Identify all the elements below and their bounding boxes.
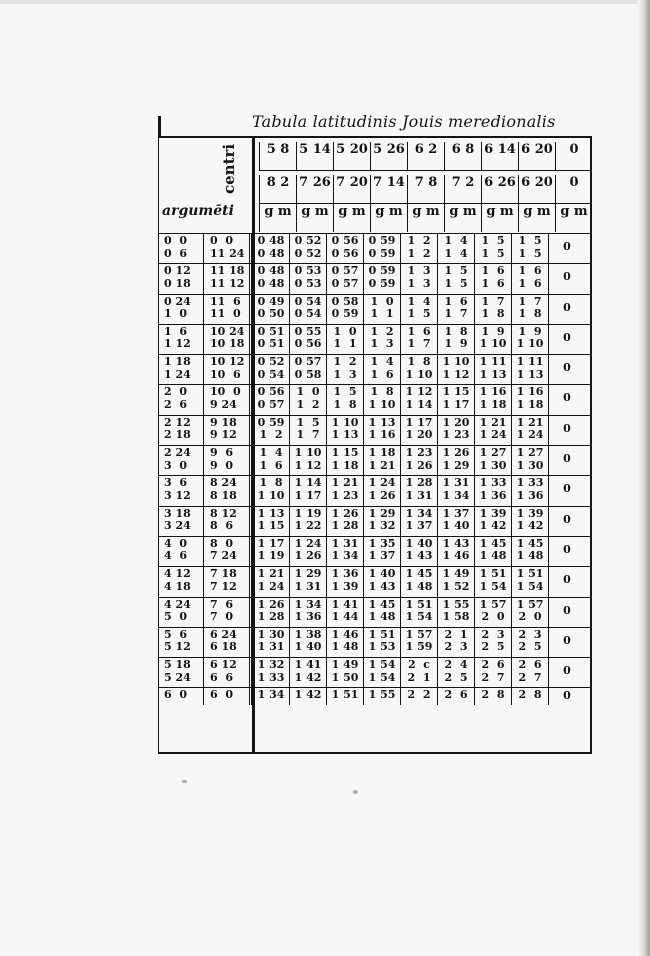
- value-cell: 1 57 2 0: [511, 598, 548, 627]
- value-cell: 0 54 0 54: [289, 295, 326, 324]
- value-cell: 1 16 1 18: [474, 385, 511, 414]
- header-cell: 6 26: [481, 175, 518, 203]
- table-row: [158, 354, 592, 384]
- table-row: [158, 445, 592, 475]
- value-cell: 1 26 1 29: [437, 446, 474, 475]
- value-cell: 1 17 1 19: [252, 537, 289, 566]
- value-cell: 1 6 1 6: [511, 264, 548, 293]
- value-cell: 1 27 1 30: [511, 446, 548, 475]
- value-cell: 1 45 1 48: [474, 537, 511, 566]
- value-cell: 1 42: [289, 688, 326, 705]
- value-cell: 0 53 0 53: [289, 264, 326, 293]
- value-cell: 1 51 1 54: [474, 567, 511, 596]
- value-cell: 1 15 1 18: [326, 446, 363, 475]
- value-cell: 1 5 1 5: [437, 264, 474, 293]
- value-cell: 2 6: [437, 688, 474, 705]
- centrum-cell: 10 24 10 18: [204, 325, 252, 354]
- end-cell: 0: [548, 385, 585, 414]
- centrum-cell: 9 18 9 12: [204, 416, 252, 445]
- centrum-cell: 7 18 7 12: [204, 567, 252, 596]
- table-title: Tabula latitudinis Jouis meredionalis: [252, 112, 556, 131]
- value-cell: 1 7 1 8: [511, 295, 548, 324]
- header-cell: 7 26: [296, 175, 333, 203]
- value-cell: 1 4 1 5: [400, 295, 437, 324]
- centrum-cell: 6 12 6 6: [204, 658, 252, 687]
- value-cell: 1 33 1 36: [511, 476, 548, 505]
- value-cell: 0 57 0 58: [289, 355, 326, 384]
- value-cell: 0 56 0 56: [326, 234, 363, 263]
- centrum-cell: 8 0 7 24: [204, 537, 252, 566]
- value-cell: 0 55 0 56: [289, 325, 326, 354]
- table-row: [158, 506, 592, 536]
- value-cell: 1 10 1 12: [289, 446, 326, 475]
- value-cell: 1 18 1 21: [363, 446, 400, 475]
- label-argumenti: argumēti: [162, 203, 234, 219]
- value-cell: 1 24 1 26: [363, 476, 400, 505]
- value-cell: 0 56 0 57: [252, 385, 289, 414]
- ink-smudge: [182, 780, 187, 783]
- end-cell: 0: [548, 628, 585, 657]
- value-cell: 2 3 2 5: [511, 628, 548, 657]
- argument-cell: 0 12 0 18: [158, 264, 204, 293]
- units-cell: g m: [296, 204, 333, 232]
- value-cell: 1 40 1 43: [400, 537, 437, 566]
- units-cell: g m: [444, 204, 481, 232]
- value-cell: 1 0 1 1: [326, 325, 363, 354]
- value-cell: 0 57 0 57: [326, 264, 363, 293]
- value-cell: 1 30 1 31: [252, 628, 289, 657]
- value-cell: 1 17 1 20: [400, 416, 437, 445]
- value-cell: 1 3 1 3: [400, 264, 437, 293]
- header-cell: 5 20: [333, 142, 370, 170]
- value-cell: 1 9 1 10: [511, 325, 548, 354]
- value-cell: 1 55 1 58: [437, 598, 474, 627]
- value-cell: 1 9 1 10: [474, 325, 511, 354]
- value-cell: 1 33 1 36: [474, 476, 511, 505]
- value-cell: 1 0 1 2: [289, 385, 326, 414]
- value-cell: 1 6 1 7: [400, 325, 437, 354]
- argument-cell: 0 24 1 0: [158, 295, 204, 324]
- value-cell: 1 45 1 48: [400, 567, 437, 596]
- centrum-cell: 11 18 11 12: [204, 264, 252, 293]
- table-row: [158, 263, 592, 293]
- header-cell: 5 8: [259, 142, 296, 170]
- value-cell: 1 2 1 2: [400, 234, 437, 263]
- value-cell: 1 35 1 37: [363, 537, 400, 566]
- value-cell: 1 12 1 14: [400, 385, 437, 414]
- centrum-cell: 10 12 10 6: [204, 355, 252, 384]
- value-cell: 0 52 0 52: [289, 234, 326, 263]
- value-cell: 2 8: [474, 688, 511, 705]
- header-row-2: [259, 171, 592, 204]
- header-cell: 5 26: [370, 142, 407, 170]
- value-cell: 1 5 1 8: [326, 385, 363, 414]
- end-cell: 0: [548, 688, 585, 705]
- header-cell: 6 2: [407, 142, 444, 170]
- value-cell: 0 49 0 50: [252, 295, 289, 324]
- end-cell: 0: [548, 234, 585, 263]
- value-cell: 1 37 1 40: [437, 507, 474, 536]
- value-cell: 1 29 1 31: [289, 567, 326, 596]
- header-cell: 5 14: [296, 142, 333, 170]
- value-cell: 1 32 1 33: [252, 658, 289, 687]
- value-cell: 1 26 1 28: [326, 507, 363, 536]
- value-cell: 1 21 1 24: [474, 416, 511, 445]
- centrum-cell: 7 6 7 0: [204, 598, 252, 627]
- table-row: [158, 627, 592, 657]
- value-cell: 1 4 1 6: [252, 446, 289, 475]
- value-cell: 0 51 0 51: [252, 325, 289, 354]
- value-cell: 1 13 1 16: [363, 416, 400, 445]
- value-cell: 1 8 1 10: [363, 385, 400, 414]
- value-cell: 1 39 1 42: [511, 507, 548, 536]
- value-cell: 1 10 1 13: [326, 416, 363, 445]
- argument-cell: 1 6 1 12: [158, 325, 204, 354]
- table-body: [158, 233, 592, 705]
- value-cell: 2 6 2 7: [474, 658, 511, 687]
- argument-cell: 3 6 3 12: [158, 476, 204, 505]
- value-cell: 1 5 1 7: [289, 416, 326, 445]
- value-cell: 1 57 1 59: [400, 628, 437, 657]
- value-cell: 1 21 1 24: [511, 416, 548, 445]
- argument-cell: 1 18 1 24: [158, 355, 204, 384]
- table-row: [158, 536, 592, 566]
- value-cell: 0 58 0 59: [326, 295, 363, 324]
- table-row: [158, 415, 592, 445]
- header-cell: 6 20: [518, 142, 555, 170]
- value-cell: 1 6 1 7: [437, 295, 474, 324]
- header-cell: 0: [555, 175, 592, 203]
- argument-cell: 2 24 3 0: [158, 446, 204, 475]
- value-cell: 1 29 1 32: [363, 507, 400, 536]
- end-cell: 0: [548, 295, 585, 324]
- value-cell: 1 23 1 26: [400, 446, 437, 475]
- value-cell: 1 51 1 54: [400, 598, 437, 627]
- units-cell: g m: [259, 204, 296, 232]
- table-row: [158, 324, 592, 354]
- table-row: [158, 475, 592, 505]
- value-cell: 1 43 1 46: [437, 537, 474, 566]
- value-cell: 1 7 1 8: [474, 295, 511, 324]
- value-cell: 1 55: [363, 688, 400, 705]
- header-cell: 0: [555, 142, 592, 170]
- header-cell: 6 20: [518, 175, 555, 203]
- value-cell: 1 8 1 9: [437, 325, 474, 354]
- table-row: [158, 566, 592, 596]
- value-cell: 1 21 1 23: [326, 476, 363, 505]
- label-centri: centri: [220, 143, 238, 195]
- argument-cell: 5 18 5 24: [158, 658, 204, 687]
- value-cell: 1 19 1 22: [289, 507, 326, 536]
- argument-cell: 5 6 5 12: [158, 628, 204, 657]
- centrum-cell: 10 0 9 24: [204, 385, 252, 414]
- centrum-cell: 0 0 11 24: [204, 234, 252, 263]
- argument-cell: 2 0 2 6: [158, 385, 204, 414]
- value-cell: 1 34: [252, 688, 289, 705]
- value-cell: 0 48 0 48: [252, 234, 289, 263]
- value-cell: 1 21 1 24: [252, 567, 289, 596]
- header-cell: 6 8: [444, 142, 481, 170]
- value-cell: 2 2: [400, 688, 437, 705]
- argument-cell: 3 18 3 24: [158, 507, 204, 536]
- centrum-cell: 8 12 8 6: [204, 507, 252, 536]
- value-cell: 1 10 1 12: [437, 355, 474, 384]
- table-row: [158, 384, 592, 414]
- table-row: [158, 294, 592, 324]
- value-cell: 1 6 1 6: [474, 264, 511, 293]
- argument-cell: 4 0 4 6: [158, 537, 204, 566]
- header-cell: 7 14: [370, 175, 407, 203]
- units-cell: g m: [481, 204, 518, 232]
- table-row: [158, 657, 592, 687]
- value-cell: 1 11 1 13: [474, 355, 511, 384]
- header-units-row: [259, 204, 592, 232]
- units-cell: g m: [518, 204, 555, 232]
- value-cell: 1 28 1 31: [400, 476, 437, 505]
- value-cell: 1 34 1 37: [400, 507, 437, 536]
- value-cell: 1 49 1 50: [326, 658, 363, 687]
- value-cell: 1 0 1 1: [363, 295, 400, 324]
- header-cell: 7 2: [444, 175, 481, 203]
- argument-cell: 4 24 5 0: [158, 598, 204, 627]
- units-cell: g m: [333, 204, 370, 232]
- value-cell: 2 8: [511, 688, 548, 705]
- argument-cell: 6 0: [158, 688, 204, 705]
- header-cell: 8 2: [259, 175, 296, 203]
- frame-bottom: [158, 752, 592, 754]
- table-header: [158, 136, 592, 233]
- latitude-table: [158, 136, 592, 754]
- value-cell: 1 31 1 34: [326, 537, 363, 566]
- value-cell: 1 41 1 42: [289, 658, 326, 687]
- title-marker: [158, 116, 161, 136]
- end-cell: 0: [548, 537, 585, 566]
- value-cell: 1 54 1 54: [363, 658, 400, 687]
- value-cell: 0 59 1 2: [252, 416, 289, 445]
- value-cell: 1 26 1 28: [252, 598, 289, 627]
- value-cell: 2 c 2 1: [400, 658, 437, 687]
- end-cell: 0: [548, 567, 585, 596]
- value-cell: 1 40 1 43: [363, 567, 400, 596]
- value-cell: 1 31 1 34: [437, 476, 474, 505]
- value-cell: 1 34 1 36: [289, 598, 326, 627]
- value-cell: 1 27 1 30: [474, 446, 511, 475]
- table-row: [158, 233, 592, 263]
- value-cell: 1 38 1 40: [289, 628, 326, 657]
- value-cell: 2 1 2 3: [437, 628, 474, 657]
- end-cell: 0: [548, 507, 585, 536]
- end-cell: 0: [548, 325, 585, 354]
- value-cell: 1 16 1 18: [511, 385, 548, 414]
- value-cell: 1 2 1 3: [363, 325, 400, 354]
- page-top-edge: [0, 0, 650, 4]
- end-cell: 0: [548, 355, 585, 384]
- value-cell: 1 8 1 10: [400, 355, 437, 384]
- end-cell: 0: [548, 416, 585, 445]
- header-cell: 7 8: [407, 175, 444, 203]
- centrum-cell: 9 6 9 0: [204, 446, 252, 475]
- argument-cell: 2 12 2 18: [158, 416, 204, 445]
- argument-cell: 0 0 0 6: [158, 234, 204, 263]
- value-cell: 1 5 1 5: [511, 234, 548, 263]
- value-cell: 1 36 1 39: [326, 567, 363, 596]
- value-cell: 1 49 1 52: [437, 567, 474, 596]
- value-cell: 1 13 1 15: [252, 507, 289, 536]
- centrum-cell: 11 6 11 0: [204, 295, 252, 324]
- value-cell: 2 3 2 5: [474, 628, 511, 657]
- units-cell: g m: [370, 204, 407, 232]
- header-cell: 7 20: [333, 175, 370, 203]
- value-cell: 1 41 1 44: [326, 598, 363, 627]
- value-cell: 1 46 1 48: [326, 628, 363, 657]
- value-cell: 1 51: [326, 688, 363, 705]
- end-cell: 0: [548, 658, 585, 687]
- value-cell: 0 52 0 54: [252, 355, 289, 384]
- value-cell: 0 59 0 59: [363, 234, 400, 263]
- value-cell: 1 45 1 48: [363, 598, 400, 627]
- end-cell: 0: [548, 598, 585, 627]
- value-cell: 1 15 1 17: [437, 385, 474, 414]
- value-cell: 0 59 0 59: [363, 264, 400, 293]
- value-cell: 2 6 2 7: [511, 658, 548, 687]
- units-cell: g m: [555, 204, 592, 232]
- centrum-cell: 6 24 6 18: [204, 628, 252, 657]
- end-cell: 0: [548, 476, 585, 505]
- value-cell: 1 8 1 10: [252, 476, 289, 505]
- value-cell: 1 2 1 3: [326, 355, 363, 384]
- value-cell: 1 11 1 13: [511, 355, 548, 384]
- argument-cell: 4 12 4 18: [158, 567, 204, 596]
- value-cell: 1 45 1 48: [511, 537, 548, 566]
- table-row: [158, 687, 592, 705]
- value-cell: 1 5 1 5: [474, 234, 511, 263]
- value-cell: 1 39 1 42: [474, 507, 511, 536]
- value-cell: 1 20 1 23: [437, 416, 474, 445]
- value-cell: 1 51 1 53: [363, 628, 400, 657]
- value-cell: 1 4 1 6: [363, 355, 400, 384]
- value-cell: 0 48 0 48: [252, 264, 289, 293]
- ink-smudge: [353, 790, 358, 794]
- header-row-1: [259, 142, 592, 171]
- units-cell: g m: [407, 204, 444, 232]
- value-cell: 1 4 1 4: [437, 234, 474, 263]
- value-cell: 1 24 1 26: [289, 537, 326, 566]
- value-cell: 1 57 2 0: [474, 598, 511, 627]
- value-cell: 2 4 2 5: [437, 658, 474, 687]
- centrum-cell: 8 24 8 18: [204, 476, 252, 505]
- centrum-cell: 6 0: [204, 688, 252, 705]
- header-cell: 6 14: [481, 142, 518, 170]
- value-cell: 1 51 1 54: [511, 567, 548, 596]
- end-cell: 0: [548, 264, 585, 293]
- page-binding-edge: [638, 0, 650, 956]
- end-cell: 0: [548, 446, 585, 475]
- value-cell: 1 14 1 17: [289, 476, 326, 505]
- table-row: [158, 597, 592, 627]
